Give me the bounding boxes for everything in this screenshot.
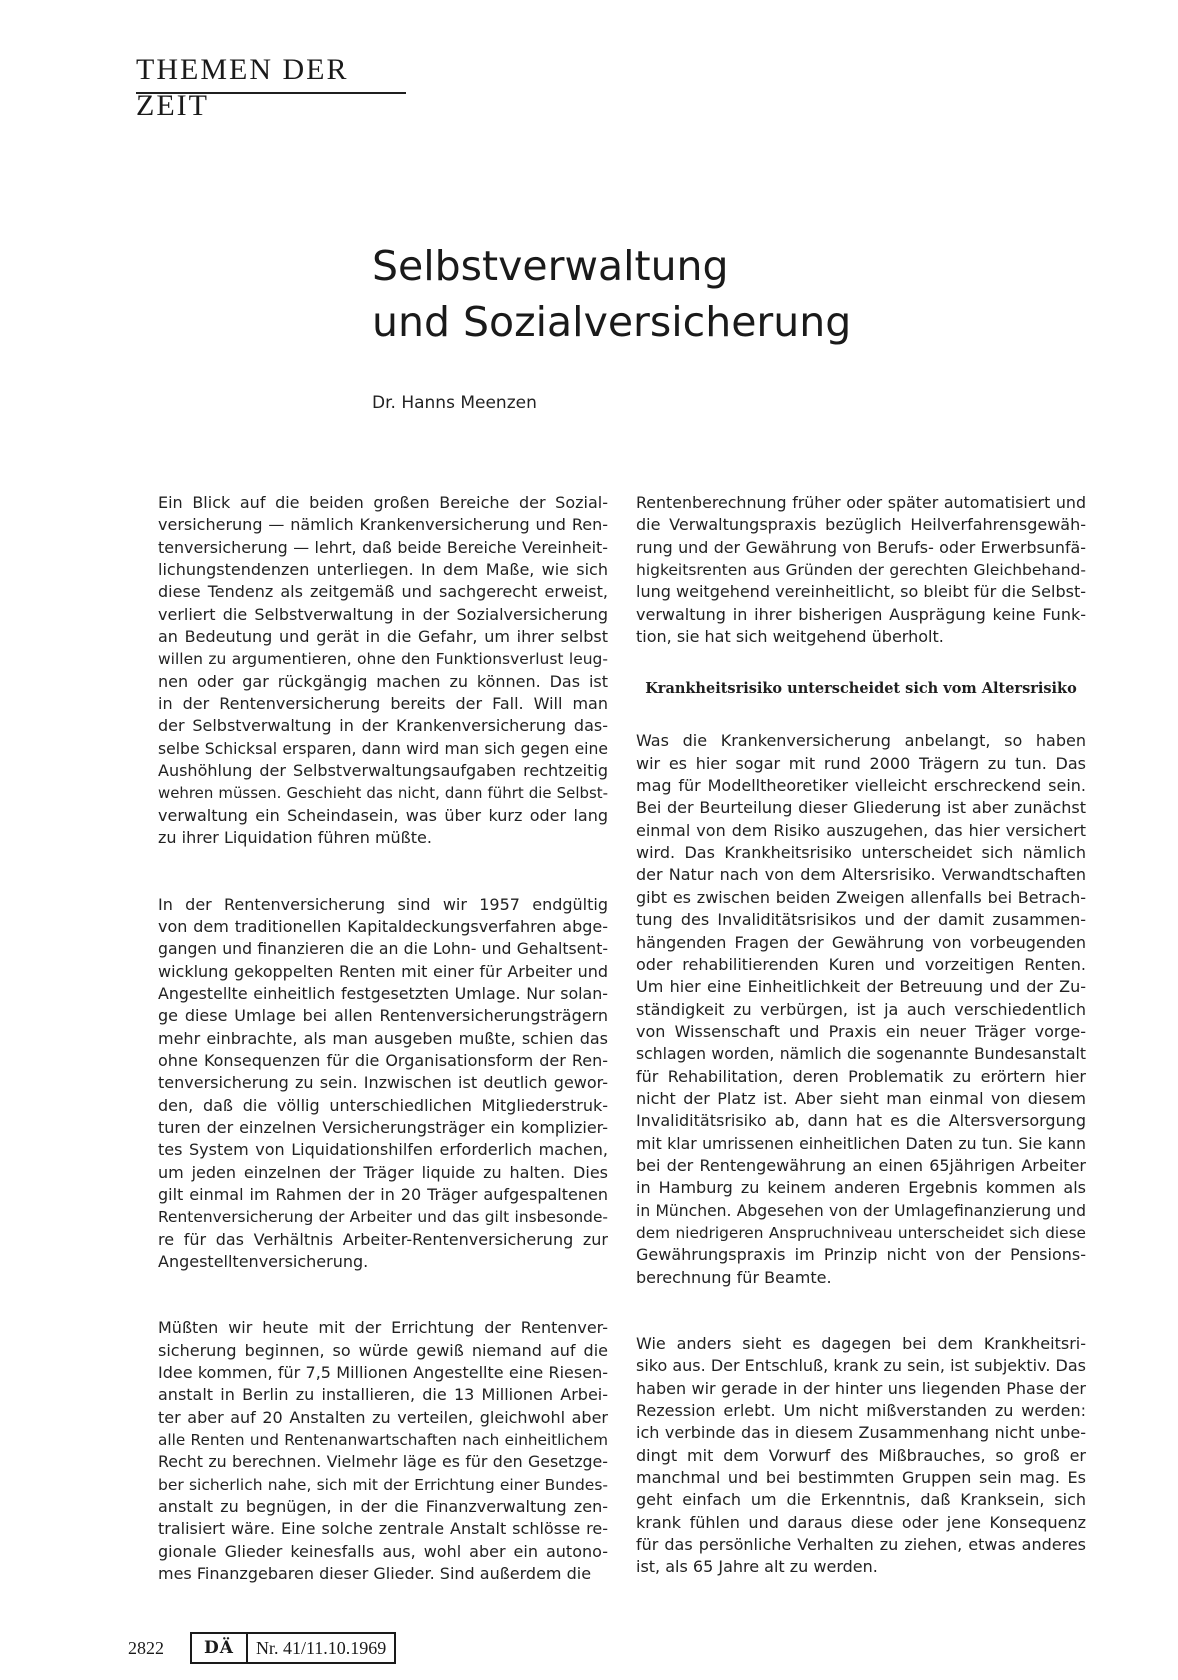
text-line: Rentenberechnung früher oder später automatisiert und [636,493,1086,512]
text-line: gibt es zwischen beiden Zweigen allenfalls bei Betrach- [636,887,1086,907]
title-line-1: Selbstverwaltung [372,242,729,290]
text-line: verliert die Selbstverwaltung in der Sozialversicherung [158,604,608,624]
text-line: ohne Konsequenzen für die Organisationsform der Ren- [158,1050,608,1070]
text-line: berechnung für Beamte. [636,1267,832,1287]
text-line: anstalt zu begnügen, in der die Finanzverwaltung zen- [158,1497,608,1517]
text-line: zu ihrer Liquidation führen müßte. [158,828,432,848]
body-paragraph [636,1333,1086,1579]
text-line: ich verbinde das in diesem Zusammenhang nicht unbe- [636,1423,1086,1443]
paragraph-spacer [636,1289,1086,1333]
text-line: tion, sie hat sich weitgehend überholt. [636,627,944,647]
text-line: Bei der Beurteilung dieser Gliederung ist aber zunächst [636,798,1086,818]
text-line: Um hier eine Einheitlichkeit der Betreuung und der Zu- [636,977,1086,997]
text-line: schlagen worden, nämlich die sogenannte Bundesanstalt [636,1044,1086,1064]
text-line: ist, als 65 Jahre alt zu werden. [636,1557,878,1577]
text-line: einmal von dem Risiko auszugehen, das hier versichert [636,820,1086,840]
text-line: haben wir gerade in der hinter uns liegenden Phase der [636,1378,1086,1398]
text-line: dem niedrigeren Anspruchniveau unterscheidet sich diese [636,1223,1086,1242]
text-line: gangen und finanzieren die an die Lohn- und Gehaltsent- [158,939,608,959]
text-line: diese Tendenz als zeitgemäß und sachgerecht erweist, [158,582,608,602]
text-line: lung weitgehend vereinheitlicht, so bleibt für die Selbst- [636,582,1086,602]
text-line: Rezession erlebt. Um nicht mißverstanden zu werden: [636,1401,1086,1421]
text-line: der Natur nach von dem Altersrisiko. Verwandtschaften [636,865,1086,885]
text-column-left [158,492,608,1585]
paragraph-spacer [636,648,1086,678]
text-line: dingt mit dem Vorwurf des Mißbrauches, so groß er [636,1445,1086,1465]
text-line: geht einfach um die Erkenntnis, daß Kranksein, sich [636,1490,1086,1510]
text-line: lichungstendenzen unterliegen. In dem Maße, wie sich [158,560,608,580]
text-line: tenversicherung zu sein. Inzwischen ist deutlich gewor- [158,1073,608,1093]
text-line: ständigkeit zu verbürgen, ist ja auch verschiedentlich [636,999,1086,1019]
text-line: Angestellte einheitlich festgesetzten Umlage. Nur solan- [158,983,608,1003]
section-label: THEMEN DER ZEIT [136,53,349,122]
issue-info: Nr. 41/11.10.1969 [255,1638,387,1658]
author-byline: Dr. Hanns Meenzen [372,393,537,413]
title-line-2: und Sozialversicherung [372,298,852,346]
text-line: verwaltung in ihrer bisherigen Ausprägung keine Funk- [636,604,1086,624]
text-line: ter aber auf 20 Anstalten zu verteilen, gleichwohl aber [158,1407,608,1427]
body-paragraph [158,492,608,850]
text-line: an Bedeutung und gerät in die Gefahr, um ihrer selbst [158,627,608,647]
text-line: mehr einbrachte, als man ausgeben mußte, schien das [158,1028,608,1048]
text-line: higkeitsrenten aus Gründen der gerechten Gleichbehand- [636,561,1086,580]
text-line: wehren müssen. Geschieht das nicht, dann führt die Selbst- [158,784,608,803]
text-line: die Verwaltungspraxis bezüglich Heilverfahrensgewäh- [636,515,1086,535]
journal-logo: DÄ [192,1634,248,1662]
text-line: mes Finanzgebaren dieser Glieder. Sind außerdem die [158,1564,592,1584]
text-line: Angestelltenversicherung. [158,1252,369,1271]
text-line: in Hamburg zu keinem anderen Ergebnis kommen als [636,1178,1086,1198]
text-line: wird. Das Krankheitsrisiko unterscheidet sich nämlich [636,843,1086,863]
text-line: krank fühlen und daraus diese oder jene Konsequenz [636,1512,1086,1532]
text-line: für das persönliche Verhalten zu ziehen, etwas anderes [636,1535,1086,1555]
text-line: sicherung beginnen, so würde gewiß niemand auf die [158,1340,608,1360]
body-paragraph [636,730,1086,1289]
text-line: Aushöhlung der Selbstverwaltungsaufgaben rechtzeitig [158,761,608,781]
body-paragraph [158,1317,608,1585]
text-line: Ein Blick auf die beiden großen Bereiche der Sozial- [158,493,608,512]
text-line: von Wissenschaft und Praxis ein neuer Träger vorge- [636,1021,1086,1041]
text-line: nicht der Platz ist. Aber sieht man einmal von diesem [636,1088,1086,1108]
section-subheading: Krankheitsrisiko unterscheidet sich vom Altersrisiko [645,680,1077,698]
text-line: oder rehabilitierenden Kuren und vorzeitigen Renten. [636,954,1086,974]
text-line: Invaliditätsrisiko ab, dann hat es die Altersversorgung [636,1111,1086,1131]
paragraph-spacer [158,1273,608,1317]
text-line: Wie anders sieht es dagegen bei dem Krankheitsri- [636,1334,1086,1353]
text-line: hängenden Fragen der Gewährung von vorbeugenden [636,932,1086,952]
text-line: Gewährungspraxis im Prinzip nicht von der Pensions- [636,1245,1086,1265]
journal-issue-box [190,1632,396,1664]
section-header [136,52,406,122]
text-line: Müßten wir heute mit der Errichtung der Rentenver- [158,1318,608,1338]
text-line: nen oder gar rückgängig machen zu können. Das ist [158,671,608,691]
text-line: siko aus. Der Entschluß, krank zu sein, ist subjektiv. Das [636,1356,1086,1376]
text-line: willen zu argumentieren, ohne den Funktionsverlust leug- [158,650,608,669]
paragraph-spacer [636,700,1086,730]
text-line: wir es hier sogar mit rund 2000 Trägern zu tun. Das [636,753,1086,773]
text-line: rung und der Gewährung von Berufs- oder Erwerbsunfä- [636,537,1086,557]
body-paragraph [158,894,608,1274]
text-line: von dem traditionellen Kapitaldeckungsverfahren abge- [158,916,608,936]
article-title [372,238,1072,350]
text-column-right [636,492,1086,1579]
text-line: bei der Rentengewährung an einen 65jährigen Arbeiter [636,1155,1086,1175]
text-line: anstalt in Berlin zu installieren, die 13 Millionen Arbei- [158,1385,608,1405]
text-line: mag für Modelltheoretiker vielleicht erschreckend sein. [636,776,1086,796]
text-line: verwaltung ein Scheindasein, was über kurz oder lang [158,805,608,825]
text-line: re für das Verhältnis Arbeiter-Rentenversicherung zur [158,1229,608,1249]
text-line: für Rehabilitation, deren Problematik zu erörtern hier [636,1066,1086,1086]
text-line: manchmal und bei bestimmten Gruppen sein mag. Es [636,1468,1086,1488]
text-line: der Selbstverwaltung in der Krankenversicherung das- [158,716,608,736]
text-line: versicherung — nämlich Krankenversicherung und Ren- [158,515,608,535]
text-line: alle Renten und Rentenanwartschaften nach einheitlichem [158,1431,608,1450]
text-line: in München. Abgesehen von der Umlagefinanzierung und [636,1201,1086,1220]
text-line: ge diese Umlage bei allen Rentenversicherungsträgern [158,1006,608,1026]
text-line: tes System von Liquidationshilfen erforderlich machen, [158,1140,608,1160]
page-footer [128,1633,396,1663]
page-number: 2822 [128,1637,164,1658]
body-paragraph [636,492,1086,648]
text-line: tung des Invaliditätsrisikos und der damit zusammen- [636,910,1086,930]
text-line: den, daß die völlig unterschiedlichen Mitgliederstruk- [158,1095,608,1115]
text-line: turen der einzelnen Versicherungsträger ein komplizier- [158,1117,608,1137]
text-line: tenversicherung — lehrt, daß beide Bereiche Vereinheit- [158,537,608,557]
text-line: selbe Schicksal ersparen, dann wird man sich gegen eine [158,739,608,758]
text-line: ber sicherlich nahe, sich mit der Errichtung einer Bundes- [158,1475,608,1494]
text-line: tralisiert wäre. Eine solche zentrale Anstalt schlösse re- [158,1519,608,1539]
text-line: In der Rentenversicherung sind wir 1957 endgültig [158,894,608,914]
text-line: um jeden einzelnen der Träger liquide zu halten. Dies [158,1162,608,1182]
text-line: wicklung gekoppelten Renten mit einer für Arbeiter und [158,961,608,981]
text-line: mit klar umrissenen einheitlichen Daten zu tun. Sie kann [636,1133,1086,1153]
text-line: Recht zu berechnen. Vielmehr läge es für den Gesetzge- [158,1452,608,1472]
text-line: Idee kommen, für 7,5 Millionen Angestellte eine Riesen- [158,1363,608,1383]
paragraph-spacer [158,850,608,894]
text-line: gilt einmal im Rahmen der in 20 Träger aufgespaltenen [158,1184,608,1204]
text-line: Was die Krankenversicherung anbelangt, so haben [636,731,1086,751]
text-line: gionale Glieder keinesfalls aus, wohl aber ein autono- [158,1541,608,1561]
text-line: Rentenversicherung der Arbeiter und das gilt insbesonde- [158,1208,608,1227]
text-line: in der Rentenversicherung bereits der Fall. Will man [158,694,608,714]
